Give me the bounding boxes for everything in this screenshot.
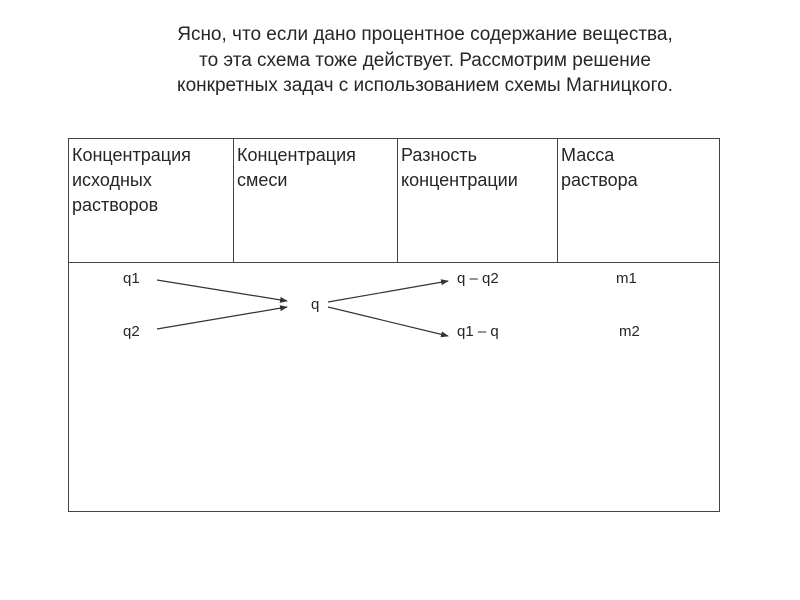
intro-line-3: конкретных задач с использованием схемы Магницкого. [177, 75, 673, 96]
header-line: исходных [72, 170, 152, 190]
header-line: растворов [72, 195, 159, 215]
label-diff-q1-q: q1 – q [457, 323, 499, 340]
header-cell-mixture-concentration [234, 139, 398, 262]
table-body-row [69, 263, 719, 511]
header-line: смеси [237, 170, 288, 190]
header-line: Концентрация [72, 145, 191, 165]
header-line: Разность [401, 145, 478, 165]
intro-text [0, 22, 800, 99]
label-q: q [311, 296, 320, 313]
intro-line-1: Ясно, что если дано процентное содержание вещества, [177, 24, 673, 45]
intro-line-2: то эта схема тоже действует. Рассмотрим решение [199, 49, 651, 71]
header-cell-source-concentration [69, 139, 234, 262]
header-line: Масса [561, 145, 615, 165]
table-header-row [69, 139, 719, 263]
label-q1: q1 [123, 270, 140, 287]
label-diff-q-q2: q – q2 [457, 270, 499, 287]
header-line: Концентрация [237, 145, 356, 165]
label-q2: q2 [123, 323, 140, 340]
label-m1: m1 [616, 270, 637, 287]
header-cell-solution-mass [558, 139, 719, 262]
label-m2: m2 [619, 323, 640, 340]
header-line: раствора [561, 170, 638, 190]
header-line: концентрации [401, 170, 518, 190]
header-cell-concentration-difference [398, 139, 558, 262]
